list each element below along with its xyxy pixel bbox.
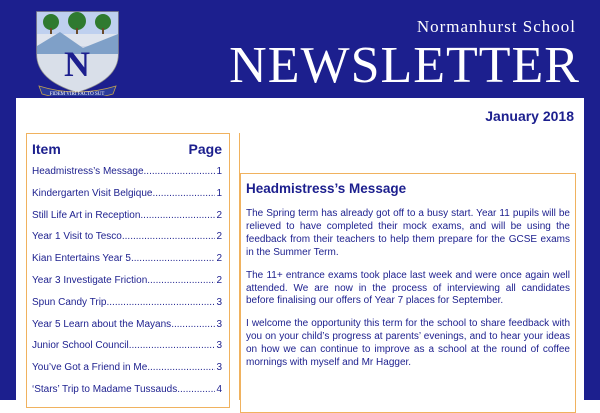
svg-text:N: N [64, 44, 90, 84]
article-paragraph: The 11+ entrance exams took place last week and were once again well attended. We are now in the process of interviewing all candidates before finalising our offers of Year 7 places for September. [246, 269, 570, 307]
toc-item-title: Year 3 Investigate Friction [32, 274, 148, 286]
toc-leader-dots [147, 275, 215, 286]
toc-leader-dots [131, 253, 215, 264]
toc-item-page: 3 [216, 362, 222, 374]
toc-item[interactable] [32, 297, 222, 319]
issue-date: January 2018 [485, 108, 574, 124]
toc-item-page: 3 [216, 340, 222, 352]
toc-header [32, 141, 222, 157]
svg-text:FIDEM VIRI FACTO SUT: FIDEM VIRI FACTO SUT [49, 92, 105, 96]
toc-item[interactable] [32, 340, 222, 362]
toc-item-title: Kian Entertains Year 5 [32, 253, 131, 265]
article-body [246, 208, 570, 380]
school-name: Normanhurst School [416, 17, 576, 36]
page-border-right [584, 98, 600, 400]
newsletter-title: NEWSLETTER [229, 37, 580, 94]
toc-page-heading: Page [188, 141, 222, 157]
toc-item[interactable] [32, 231, 222, 253]
table-of-contents [26, 133, 230, 408]
toc-list [32, 166, 222, 406]
toc-item-title: Year 5 Learn about the Mayans [32, 318, 172, 330]
toc-leader-dots [177, 384, 215, 395]
toc-leader-dots [140, 210, 215, 221]
toc-item[interactable] [32, 384, 222, 406]
toc-item[interactable] [32, 319, 222, 341]
toc-item[interactable] [32, 210, 222, 232]
page-border-left [0, 98, 16, 400]
article-paragraph: The Spring term has already got off to a busy start. Year 11 pupils will be relieved to have completed their mock exams, and will be using the feedback from their teachers to help them prepare for the GCSE exams in the Summer Term. [246, 208, 570, 258]
header-banner [0, 0, 600, 98]
toc-item-title: Junior School Council [32, 340, 129, 352]
toc-item[interactable] [32, 362, 222, 384]
toc-item-title: You’ve Got a Friend in Me [32, 362, 148, 374]
toc-item-page: 2 [216, 231, 222, 243]
toc-item-page: 2 [216, 274, 222, 286]
toc-item-page: 3 [216, 296, 222, 308]
toc-item-page: 2 [216, 209, 222, 221]
toc-item-title: Headmistress’s Message [32, 166, 144, 177]
toc-item-title: Kindergarten Visit Belgique [32, 187, 153, 199]
toc-leader-dots [144, 166, 216, 177]
article-paragraph: I welcome the opportunity this term for the school to share feedback with you on your child’s progress at parents’ evenings, and to hear your ideas on how we can continue to improve as a school at the round of coffee mornings with myself and Mr Hagger. [246, 318, 570, 369]
toc-leader-dots [147, 362, 215, 373]
toc-item[interactable] [32, 188, 222, 210]
toc-leader-dots [152, 188, 215, 199]
toc-item-title: Still Life Art in Reception [32, 209, 141, 221]
toc-leader-dots [122, 231, 216, 242]
toc-item[interactable] [32, 253, 222, 275]
headmistress-message-article [240, 173, 576, 413]
toc-leader-dots [129, 340, 216, 351]
toc-leader-dots [171, 319, 215, 330]
toc-item[interactable] [32, 275, 222, 297]
toc-item-page: 1 [216, 166, 222, 177]
toc-leader-dots [107, 297, 216, 308]
school-crest-icon [25, 6, 130, 96]
toc-item-page: 1 [216, 187, 222, 199]
toc-item-title: Spun Candy Trip [32, 296, 107, 308]
toc-item-page: 3 [216, 318, 222, 330]
toc-item-page: 4 [216, 383, 222, 395]
toc-item-heading: Item [32, 141, 61, 157]
toc-item-title: ‘Stars’ Trip to Madame Tussauds [32, 383, 178, 395]
toc-item-title: Year 1 Visit to Tesco [32, 231, 122, 243]
toc-item-page: 2 [216, 253, 222, 265]
toc-item[interactable] [32, 166, 222, 188]
article-title: Headmistress’s Message [246, 181, 407, 196]
